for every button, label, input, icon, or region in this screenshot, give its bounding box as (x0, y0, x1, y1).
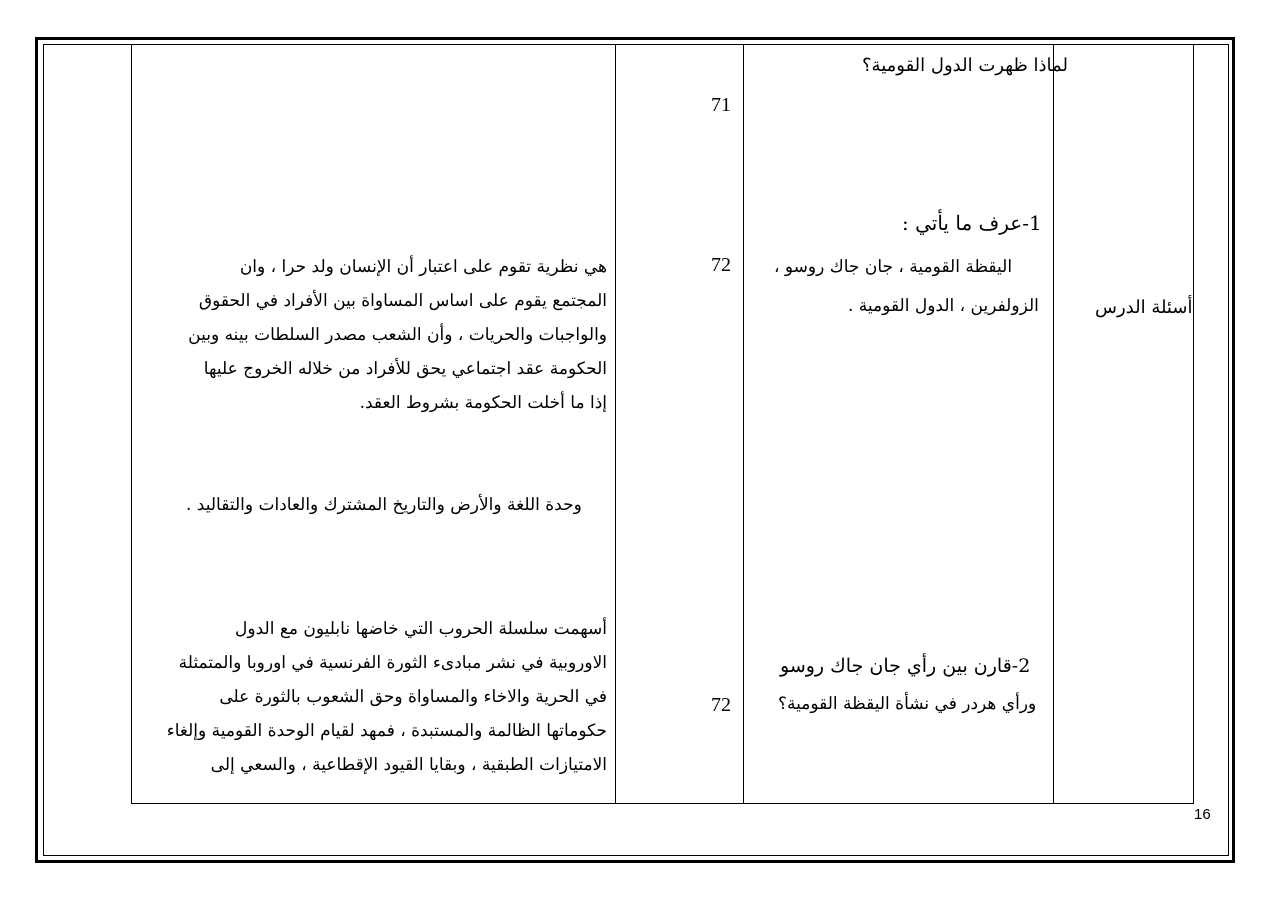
question-2-line-1: 1-عرف ما يأتي : (902, 211, 1042, 235)
table-border-left (131, 44, 132, 804)
answer-3-line-5: الامتيازات الطبقية ، وبقايا القيود الإقطاعية ، والسعي إلى (210, 755, 607, 775)
answer-3-line-4: حكوماتها الظالمة والمستبدة ، فمهد لقيام الوحدة القومية وإلغاء (166, 721, 607, 741)
answer-3-line-3: في الحرية والاخاء والمساواة وحق الشعوب بالثورة على (219, 687, 607, 707)
answer-2-extra: وحدة اللغة والأرض والتاريخ المشترك والعادات والتقاليد . (186, 495, 582, 515)
question-1: لماذا ظهرت الدول القومية؟ (862, 55, 1068, 76)
section-label: أسئلة الدرس (1095, 297, 1193, 318)
answer-2-line-1: هي نظرية تقوم على اعتبار أن الإنسان ولد حرا ، وان (239, 257, 607, 277)
answer-2-line-5: إذا ما أخلت الحكومة بشروط العقد. (359, 393, 607, 413)
answer-3-line-1: أسهمت سلسلة الحروب التي خاضها نابليون مع الدول (235, 619, 607, 639)
answer-2-line-4: الحكومة عقد اجتماعي يحق للأفراد من خلاله الخروج عليها (203, 359, 607, 379)
answer-2-paragraph (188, 250, 607, 420)
question-2-line-2: اليقظة القومية ، جان جاك روسو ، (774, 257, 1013, 277)
question-3-line-1: 2-قارن بين رأي جان جاك روسو (780, 655, 1031, 677)
table-divider-question-label (1053, 44, 1054, 804)
page-ref-2: 72 (711, 254, 731, 276)
question-2-line-3: الزولفرين ، الدول القومية . (848, 296, 1039, 316)
answer-3-line-2: الاوروبية في نشر مبادىء الثورة الفرنسية في اوروبا والمتمثلة (178, 653, 607, 673)
page-ref-1: 71 (711, 94, 731, 116)
table-border-bottom (131, 803, 1194, 804)
answer-2-line-3: والواجبات والحريات ، وأن الشعب مصدر السلطات بينه وبين (188, 325, 607, 345)
question-3-line-2: ورأي هردر في نشأة اليقظة القومية؟ (778, 694, 1037, 714)
table-divider-page-question (743, 44, 744, 804)
table-border-right (1193, 44, 1194, 804)
answer-2-line-2: المجتمع يقوم على اساس المساواة بين الأفراد في الحقوق (198, 291, 607, 311)
table-divider-answer-page (615, 44, 616, 804)
page-ref-3: 72 (711, 694, 731, 716)
answer-3-paragraph (167, 612, 607, 782)
page-number: 16 (1194, 806, 1211, 823)
